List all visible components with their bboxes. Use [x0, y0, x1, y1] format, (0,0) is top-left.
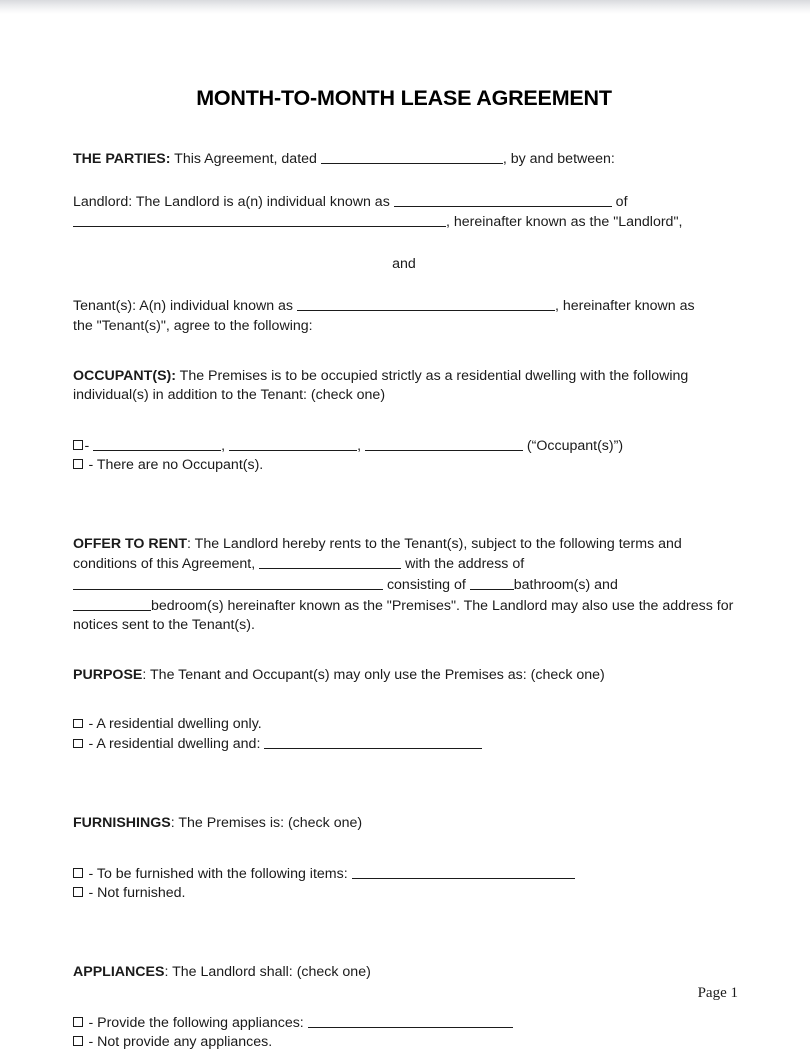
premises-address-blank[interactable]	[73, 575, 383, 590]
page-footer	[0, 985, 810, 1002]
furnishings-heading: FURNISHINGS	[73, 815, 171, 832]
furnishings-option-2[interactable]	[73, 884, 735, 903]
spacer	[73, 941, 735, 963]
landlord-paragraph	[73, 192, 735, 233]
checkbox-icon[interactable]	[73, 1017, 83, 1027]
occupants-option1-dash: -	[84, 437, 94, 454]
offer-body-5: bedroom(s) hereinafter known as the "Premises". The Landlord may also use the address for notices sent to the Tenant(s).	[73, 597, 734, 634]
bathroom-count-blank[interactable]	[470, 575, 514, 590]
occupants-sep-1: ,	[221, 437, 230, 454]
occupants-sep-2: ,	[357, 437, 365, 454]
offer-body-4: bathroom(s) and	[513, 576, 618, 593]
occupants-option2-label: - There are no Occupant(s).	[88, 456, 264, 473]
purpose-other-blank[interactable]	[264, 734, 482, 749]
occupants-paragraph	[73, 367, 735, 406]
appliances-option1-label: - Provide the following appliances:	[88, 1014, 308, 1031]
occupant-name-blank-2[interactable]	[229, 436, 357, 451]
landlord-of: of	[611, 193, 628, 210]
parties-tail: , by and between:	[502, 151, 615, 167]
document-body	[73, 0, 735, 1052]
bedroom-count-blank[interactable]	[73, 596, 151, 611]
tenant-line2: the "Tenant(s)", agree to the following:	[73, 317, 313, 334]
occupants-body: The Premises is to be occupied strictly as a residential dwelling with the following individual(s) in addition to the Tenant: (check one)	[73, 367, 689, 404]
occupant-name-blank-3[interactable]	[365, 436, 523, 451]
spacer	[73, 513, 735, 535]
spacer	[73, 903, 735, 941]
spacer	[73, 274, 735, 296]
checkbox-icon[interactable]	[73, 440, 83, 450]
landlord-lead: Landlord: The Landlord is a(n) individual known as	[73, 193, 394, 210]
spacer	[73, 170, 735, 192]
checkbox-icon[interactable]	[73, 1036, 83, 1046]
landlord-name-blank[interactable]	[394, 192, 612, 207]
furnishings-body: : The Premises is: (check one)	[170, 815, 363, 832]
spacer	[73, 475, 735, 513]
spacer	[73, 834, 735, 864]
purpose-option-1[interactable]	[73, 715, 735, 734]
tenant-paragraph	[73, 296, 735, 336]
parties-heading: THE PARTIES:	[73, 151, 171, 167]
appliances-option2-label: - Not provide any appliances.	[88, 1033, 273, 1050]
occupant-name-blank-1[interactable]	[93, 436, 221, 451]
appliances-paragraph	[73, 963, 735, 983]
appliances-option-2[interactable]	[73, 1033, 735, 1052]
purpose-paragraph	[73, 666, 735, 686]
landlord-known-as: , hereinafter known as the "Landlord",	[446, 214, 683, 231]
landlord-address-blank[interactable]	[73, 212, 446, 227]
purpose-option1-label: - A residential dwelling only.	[88, 716, 262, 733]
checkbox-icon[interactable]	[73, 719, 83, 729]
spacer	[73, 111, 735, 149]
footer-page-number: 1	[730, 985, 738, 1001]
and-connector: and	[392, 255, 416, 272]
purpose-heading: PURPOSE	[73, 666, 143, 683]
spacer	[73, 233, 735, 255]
checkbox-icon[interactable]	[73, 887, 83, 897]
occupants-heading: OCCUPANT(S):	[73, 367, 176, 384]
spacer	[73, 636, 735, 666]
spacer	[73, 685, 735, 715]
rent-amount-blank[interactable]	[259, 554, 401, 569]
spacer	[73, 792, 735, 814]
offer-body-1: : The Landlord hereby rents to the Tenant(s), subject to the following terms and conditions of this Agreement,	[73, 535, 682, 573]
tenant-lead: Tenant(s): A(n) individual known as	[73, 298, 297, 315]
purpose-body: : The Tenant and Occupant(s) may only use the Premises as: (check one)	[142, 666, 605, 683]
checkbox-icon[interactable]	[73, 459, 83, 469]
furnishings-option1-label: - To be furnished with the following items:	[88, 865, 352, 882]
page-title: MONTH-TO-MONTH LEASE AGREEMENT	[196, 86, 612, 110]
parties-paragraph	[73, 149, 735, 170]
spacer	[73, 754, 735, 792]
offer-to-rent-paragraph	[73, 535, 735, 636]
offer-body-3: consisting of	[383, 576, 470, 593]
appliances-list-blank[interactable]	[308, 1013, 513, 1028]
offer-body-2: with the address of	[401, 556, 525, 573]
purpose-option-2[interactable]	[73, 734, 735, 754]
tenant-name-blank[interactable]	[297, 296, 555, 311]
appliances-body: : The Landlord shall: (check one)	[164, 963, 371, 980]
tenant-known-as: , hereinafter known as	[554, 298, 695, 315]
occupants-option-2[interactable]	[73, 456, 735, 475]
furnishings-option2-label: - Not furnished.	[88, 884, 186, 901]
parties-date-blank[interactable]	[321, 149, 503, 164]
occupants-option-1[interactable]	[73, 436, 735, 456]
furnishings-items-blank[interactable]	[352, 864, 575, 879]
appliances-heading: APPLIANCES	[73, 963, 165, 980]
parties-lead: This Agreement, dated	[170, 151, 321, 167]
occupants-option1-tail: (“Occupant(s)”)	[522, 437, 624, 454]
spacer	[73, 337, 735, 367]
furnishings-option-1[interactable]	[73, 864, 735, 884]
footer-page-label: Page	[697, 985, 727, 1001]
checkbox-icon[interactable]	[73, 868, 83, 878]
purpose-option2-label: - A residential dwelling and:	[88, 736, 265, 753]
furnishings-paragraph	[73, 814, 735, 834]
appliances-option-1[interactable]	[73, 1013, 735, 1033]
spacer	[73, 406, 735, 436]
checkbox-icon[interactable]	[73, 739, 83, 749]
offer-to-rent-heading: OFFER TO RENT	[73, 535, 188, 552]
